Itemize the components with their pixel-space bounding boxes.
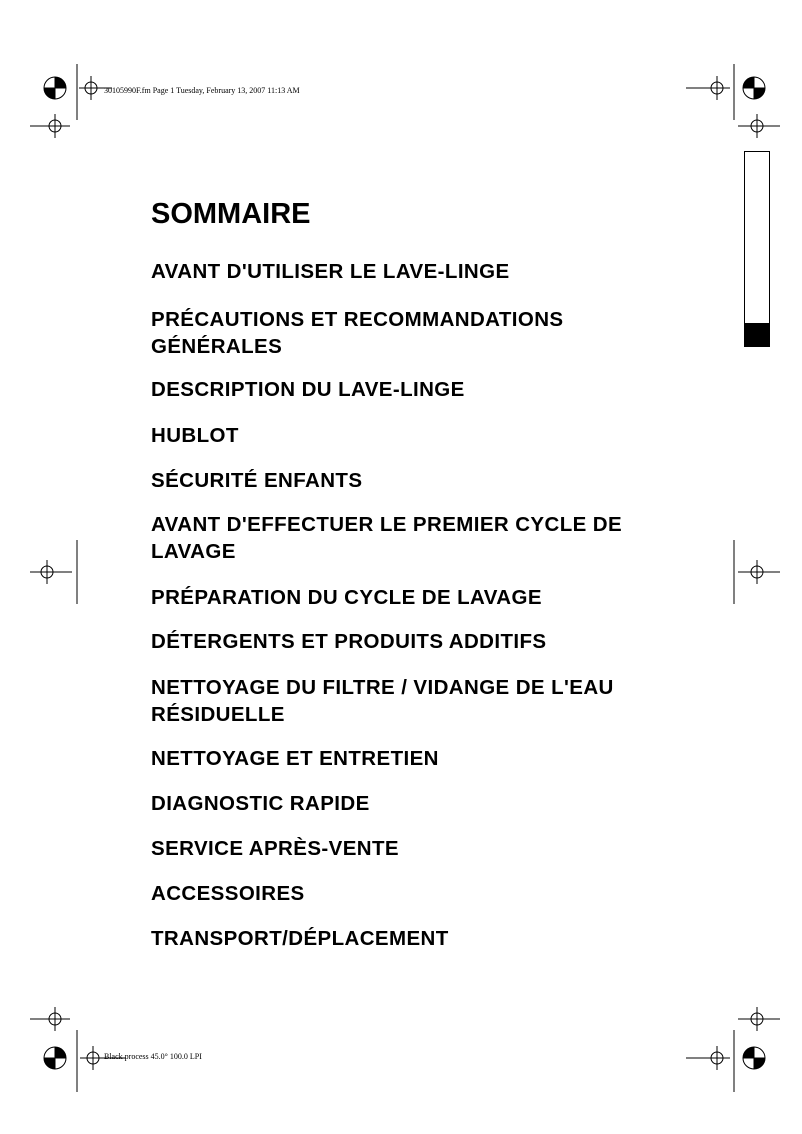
toc-item <box>151 258 691 285</box>
toc-item <box>151 674 691 728</box>
toc-item <box>151 745 691 772</box>
thumb-tab <box>744 151 770 323</box>
toc-line: AVANT D'EFFECTUER LE PREMIER CYCLE DE <box>151 513 623 536</box>
toc-line: SÉCURITÉ ENFANTS <box>151 469 363 492</box>
page-title: SOMMAIRE <box>151 198 311 230</box>
toc-item <box>151 790 691 817</box>
toc-item <box>151 511 691 565</box>
toc-line: AVANT D'UTILISER LE LAVE-LINGE <box>151 260 510 283</box>
toc-line: GÉNÉRALES <box>151 335 283 358</box>
toc-item <box>151 422 691 449</box>
toc-line: PRÉCAUTIONS ET RECOMMANDATIONS <box>151 308 564 331</box>
toc-item <box>151 376 691 403</box>
toc-line: DIAGNOSTIC RAPIDE <box>151 792 370 815</box>
footer-slug: Black process 45.0° 100.0 LPI <box>104 1052 202 1061</box>
toc-item <box>151 584 691 611</box>
toc-line: ACCESSOIRES <box>151 882 305 905</box>
toc-item <box>151 628 691 655</box>
toc-line: DÉTERGENTS ET PRODUITS ADDITIFS <box>151 630 547 653</box>
toc-line: HUBLOT <box>151 424 239 447</box>
toc-item <box>151 880 691 907</box>
toc-line: DESCRIPTION DU LAVE-LINGE <box>151 378 465 401</box>
toc-item <box>151 467 691 494</box>
toc-line: SERVICE APRÈS-VENTE <box>151 837 399 860</box>
toc-line: RÉSIDUELLE <box>151 703 285 726</box>
toc-item <box>151 306 691 360</box>
header-slug: 30105990F.fm Page 1 Tuesday, February 13, 2007 11:13 AM <box>104 86 300 95</box>
toc-line: NETTOYAGE ET ENTRETIEN <box>151 747 439 770</box>
toc-item <box>151 835 691 862</box>
toc-line: LAVAGE <box>151 540 236 563</box>
toc-item <box>151 925 691 952</box>
toc-line: TRANSPORT/DÉPLACEMENT <box>151 927 449 950</box>
thumb-tab-marker <box>744 323 770 347</box>
toc-line: NETTOYAGE DU FILTRE / VIDANGE DE L'EAU <box>151 676 614 699</box>
toc-line: PRÉPARATION DU CYCLE DE LAVAGE <box>151 586 542 609</box>
